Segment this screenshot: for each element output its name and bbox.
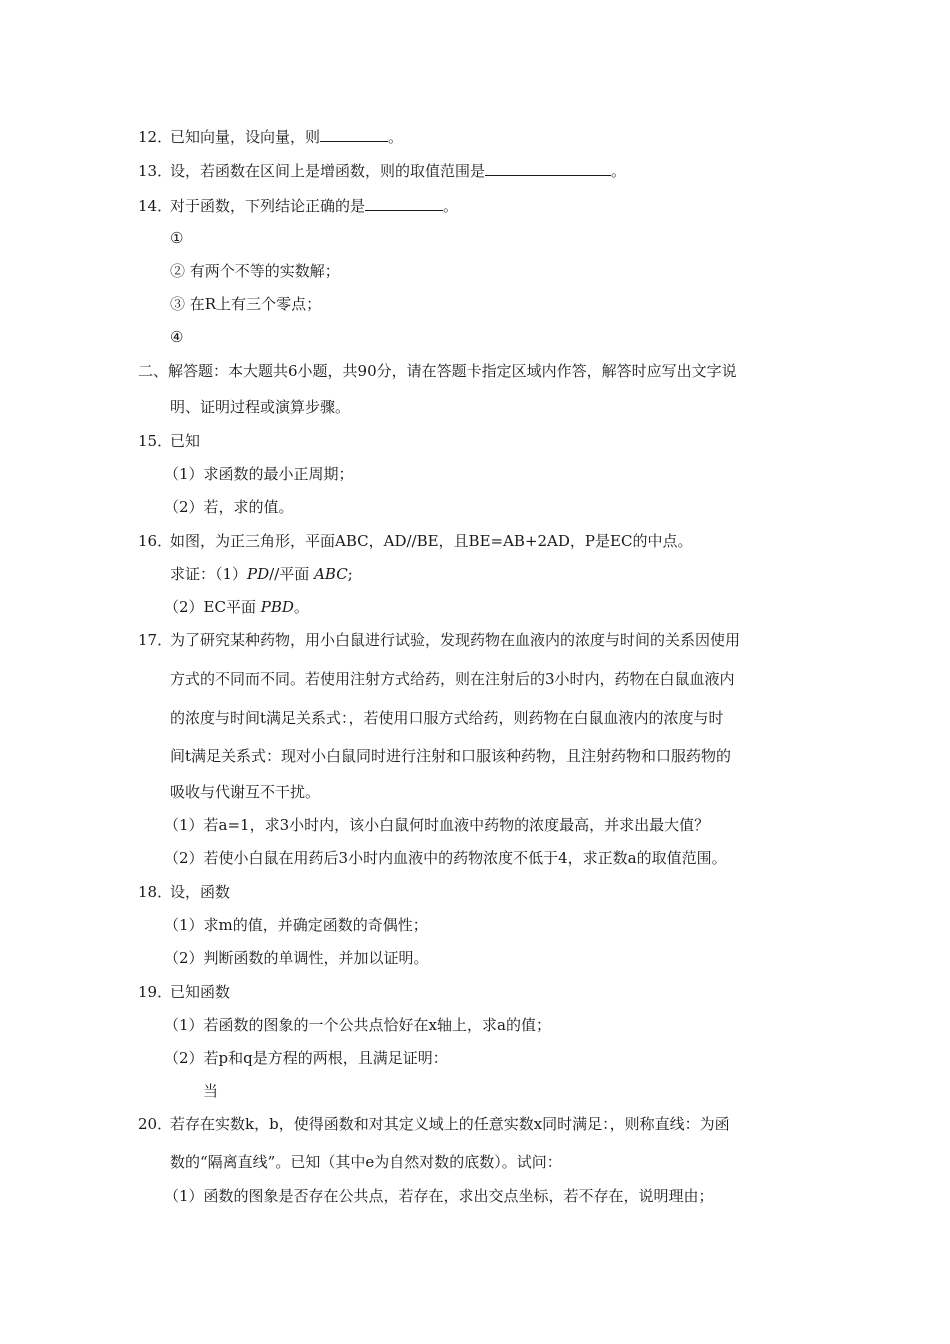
question-13 — [138, 161, 626, 181]
question-text: 设，函数 — [170, 883, 231, 901]
question-text-end: 。 — [443, 197, 459, 215]
question-number: 15． — [138, 432, 173, 450]
prove-prefix: 求证：（1） — [170, 565, 248, 583]
question-14 — [138, 196, 458, 216]
option-1: ① — [170, 229, 184, 247]
prove-prefix: （2）EC平面 — [164, 598, 261, 616]
question-number: 14． — [138, 197, 173, 215]
prove-line-2 — [164, 597, 309, 617]
question-text-end: 。 — [611, 162, 627, 180]
question-15 — [138, 431, 200, 451]
subquestion-1: （1）函数的图象是否存在公共点，若存在，求出交点坐标，若不存在，说明理由； — [164, 1187, 714, 1205]
option-3: ③ 在R上有三个零点； — [170, 295, 322, 313]
question-17-line-2: 方式的不同而不同。若使用注射方式给药，则在注射后的3小时内，药物在白鼠血液内 — [170, 670, 735, 688]
subquestion-2: （2）若使小白鼠在用药后3小时内血液中的药物浓度不低于4，求正数a的取值范围。 — [164, 849, 727, 867]
question-text: 设，若函数在区间上是增函数，则的取值范围是 — [170, 162, 486, 180]
answer-blank[interactable] — [365, 196, 443, 211]
subquestion-2: （2）若p和q是方程的两根，且满足证明： — [164, 1049, 448, 1067]
question-text: 对于函数，下列结论正确的是 — [170, 197, 366, 215]
question-number: 19． — [138, 983, 173, 1001]
question-20 — [138, 1114, 730, 1134]
plane-abc: ABC — [314, 565, 348, 583]
answer-blank[interactable] — [485, 161, 611, 176]
question-number: 16． — [138, 532, 173, 550]
question-19 — [138, 982, 230, 1002]
answer-blank[interactable] — [320, 127, 388, 142]
option-4: ④ — [170, 328, 184, 346]
question-17 — [138, 630, 740, 650]
question-text: 已知向量，设向量，则 — [170, 128, 321, 146]
question-16 — [138, 531, 692, 551]
subquestion-1: （1）若函数的图象的一个公共点恰好在x轴上，求a的值； — [164, 1016, 551, 1034]
option-2: ② 有两个不等的实数解； — [170, 262, 340, 280]
question-text-end: 。 — [388, 128, 404, 146]
question-number: 12． — [138, 128, 173, 146]
section-heading-cont: 明、证明过程或演算步骤。 — [170, 398, 351, 416]
question-17-line-4: 间t满足关系式：现对小白鼠同时进行注射和口服该种药物，且注射药物和口服药物的 — [170, 747, 732, 765]
subquestion-1: （1）求函数的最小正周期； — [164, 465, 354, 483]
section-heading: 二、解答题：本大题共6小题，共90分，请在答题卡指定区域内作答，解答时应写出文字说 — [138, 362, 737, 380]
question-text: 如图，为正三角形，平面ABC，AD//BE，且BE=AB+2AD，P是EC的中点。 — [170, 532, 693, 550]
subquestion-1: （1）若a=1，求3小时内，该小白鼠何时血液中药物的浓度最高，并求出最大值？ — [164, 816, 710, 834]
subquestion-2: （2）若，求的值。 — [164, 498, 294, 516]
question-number: 17． — [138, 631, 173, 649]
prove-end: 。 — [293, 598, 309, 616]
prove-mid: //平面 — [269, 565, 315, 583]
question-text: 若存在实数k，b，使得函数和对其定义域上的任意实数x同时满足：，则称直线：为函 — [170, 1115, 730, 1133]
subquestion-1: （1）求m的值，并确定函数的奇偶性； — [164, 916, 428, 934]
question-17-line-3: 的浓度与时间t满足关系式：，若使用口服方式给药，则药物在白鼠血液内的浓度与时 — [170, 709, 724, 727]
question-number: 18． — [138, 883, 173, 901]
question-20-line-2: 数的“隔离直线”。已知（其中e为自然对数的底数）。试问： — [170, 1153, 562, 1171]
question-text: 为了研究某种药物，用小白鼠进行试验，发现药物在血液内的浓度与时间的关系因使用 — [170, 631, 741, 649]
question-text: 已知 — [170, 432, 201, 450]
subquestion-2: （2）判断函数的单调性，并加以证明。 — [164, 949, 429, 967]
prove-line-1 — [170, 564, 353, 584]
question-18 — [138, 882, 230, 902]
question-12 — [138, 127, 403, 147]
segment-pd: PD — [247, 565, 270, 583]
prove-end: ; — [347, 565, 353, 583]
question-text: 已知函数 — [170, 983, 231, 1001]
question-number: 13． — [138, 162, 173, 180]
subquestion-2-cont: 当 — [203, 1082, 219, 1100]
question-number: 20． — [138, 1115, 173, 1133]
plane-pbd: PBD — [260, 598, 294, 616]
question-17-line-5: 吸收与代谢互不干扰。 — [170, 783, 321, 801]
